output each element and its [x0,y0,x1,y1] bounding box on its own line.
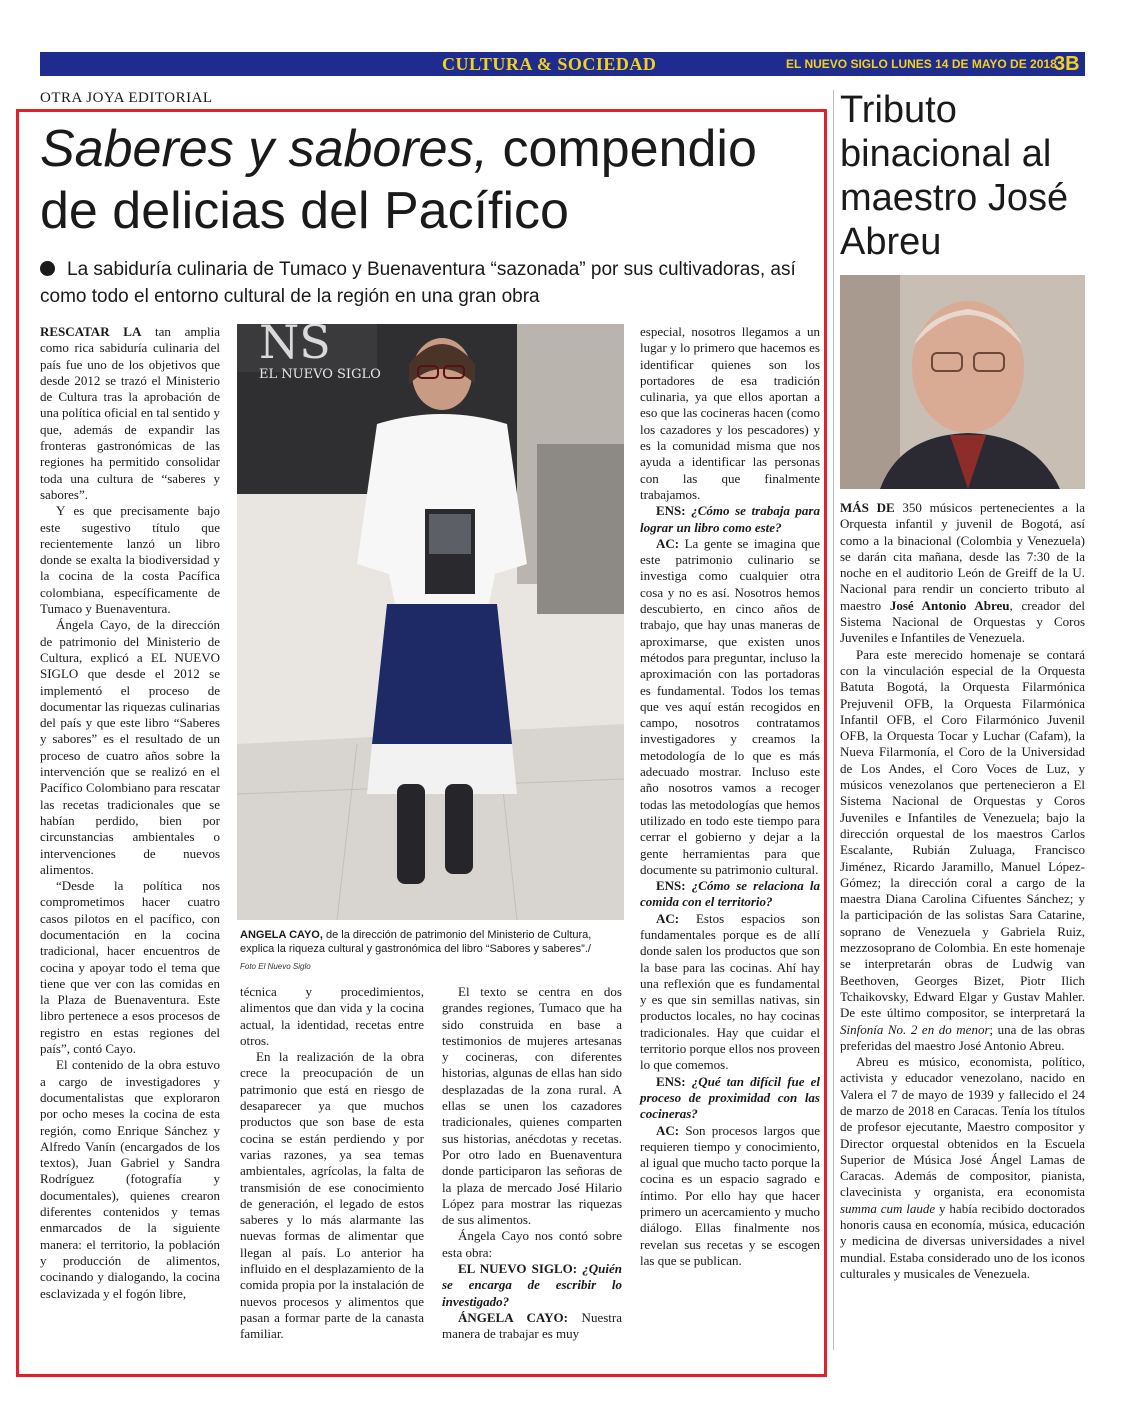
svg-text:NS: NS [259,324,331,369]
headline-rest: compendio de delicias del Pacífico [40,120,757,240]
paragraph: Y es que precisamente bajo este sugestivo título que recientemente lanzó un libro donde se exalta la biodiversidad y la cocina de la costa Pacífica colombiana, específicamente de Tumaco y Buenaventura. [40,503,220,617]
answer-text: Estos espacios son fundamentales porque es de allí donde salen los productos que son la base para las cocinas. Ahí hay una reflexión que es fundamental y es que sin semillas nativas, sin productos locales, no hay cocinas tradicionales. Hay que cuidar el territorio porque ellos nos proveen lo que comemos. [640,910,820,1073]
article-kicker: OTRA JOYA EDITORIAL [40,90,213,106]
question-label: EL NUEVO SIGLO: [458,1261,578,1277]
paragraph: El texto se centra en dos grandes regiones, Tumaco que ha sido construida en base a testimonios de mujeres artesanas y cocineras, con diferentes historias, algunas de ellas han sido desplazadas de la zona rural. A ellas se unen los cazadores tradicionales, quienes comparten sus historias, anécdotas y recetas. Por otro lado en Buenaventura donde participaron las señoras de la plaza de mercado José Hilario López para mostrar las riquezas de sus alimentos. [442,984,622,1228]
paragraph-text: Para este merecido homenaje se contará con la vinculación especial de la Orquesta Batuta Bogotá, la Orquesta Filarmónica Prejuvenil OFB, la Orquesta Filarmónica Infantil OFB, el Coro Filarmónico Juvenil OFB, la Orquesta Tocar y Luchar (Cafam), la Nueva Filarmonía, el Coro de la Universidad de Los Andes, el Coro Voces de Luz, y músicos venezolanos que pertenecieron a El Sistema Nacional de Orquestas y Coros Juveniles e Infantiles de Venezuela; bajo la dirección orquestal de los maestros Carlos Escalante, Rubián Zuluaga, Francisco Jiménez, Ricardo Jaramillo, Manuel López-Gómez; la dirección coral a cargo de la maestra Diana Carolina Cifuentes Sánchez; y la participación de las solistas Sara Catarine, soprano de Venezuela y Gabriela Ruiz, mezzosoprano de Colombia. En este homenaje se interpretarán obras de Ludwig van Beethoven, Georges Bizet, Piotr Ilich Tchaikovsky, Edward Elgar y Gustav Mahler. De este último compositor, se interpretará la [840,646,1085,1021]
paragraph: técnica y procedimientos, alimentos que dan vida y la cocina actual, la identidad, recetas entre otros. [240,984,424,1048]
photo-sign-text: EL NUEVO SIGLO [259,367,381,382]
paragraph-text: Abreu es músico, economista, político, activista y educador venezolano, nacido en Valera el 7 de mayo de 1939 y fallecido el 24 de marzo de 2018 en Caracas. Tenía los títulos de profesor ejecutante, Maestro compositor y Director orquestal obtenidos en la Escuela Superior de Música José Ángel Lamas de Caracas. Además de compositor, pianista, clavecinista y organista, era economista [840,1054,1085,1200]
latin-phrase: summa cum laude [840,1200,936,1216]
headline-italic: Saberes y sabores, [40,120,489,178]
sidebar-headline: Tributo binacional al maestro José Abreu [840,89,1069,263]
answer-label: AC: [656,535,680,551]
paragraph: Ángela Cayo, de la dirección de patrimonio del Ministerio de Cultura, explicó a EL NUEVO SIGLO que desde el 2012 se implementó el proceso de documentar las riquezas culinarias del país y que este libro “Saberes y sabores” es el resultado de un proceso de cuatro años sobre la intervención que se realizó en el Pacífico Colombiano para rescatar las recetas tradicionales que se habían perdido, bien por circunstancias ambientales o intervenciones de nuevos alimentos. [40,617,220,877]
paragraph-text: ; una de las obras preferidas del maestro José Antonio Abreu. [840,1021,1085,1053]
paragraph: En la realización de la obra crece la preocupación de un patrimonio que está en riesgo de desaparecer ya que muchos productos que son base de esta cocina se están perdiendo y por varias razones, ya sea temas ambientales, agrícolas, la falta de transmisión de ese conocimiento de generación, el legado de estos saberes y lo más alarmante las nuevas formas de alimentar que llegan al país. Lo anterior ha influido en el desplazamiento de la comida propia por la instalación de nuevos procesos y alimentos que pasan a formar parte de la canasta familiar. [240,1049,424,1342]
caption-name: ANGELA CAYO, [240,929,323,941]
answer-text: Nuestra manera de trabajar es muy [442,1309,622,1342]
question-text: ¿Quién se encarga de escribir lo investigado? [442,1261,623,1309]
question-text: ¿Qué tan difícil fue el proceso de proximidad con las cocineras? [640,1073,820,1122]
page-number: 3B [1054,53,1080,75]
answer-label: AC: [656,910,680,926]
paragraph [840,1054,1085,1282]
section-label: CULTURA & SOCIEDAD [442,54,657,74]
paragraph-text: tan amplia como rica sabiduría culinaria del país fue uno de los objetivos que desde 2012 se trazó el Ministerio de Cultura tras la aprobación de una política oficial en tal sentido y que, además de expandir las fronteras gastronómicas de las regiones ha permitido consolidar toda una cultura de “saberes y sabores”. [40,324,220,502]
question-text: ¿Cómo se relaciona la comida con el territorio? [640,878,820,910]
answer-label: ÁNGELA CAYO: [458,1309,568,1325]
sidebar-photo [840,275,1085,489]
deck-text: La sabiduría culinaria de Tumaco y Buenaventura “sazonada” por sus cultivadoras, así como todo el entorno cultural de la región en una gran obra [40,259,796,307]
photo-credit: Foto El Nuevo Siglo [240,962,311,971]
question-label: ENS: [656,878,686,894]
sidebar-article [840,500,1085,1282]
person-name: José Antonio Abreu [889,597,1010,613]
lead-in: MÁS DE [840,500,895,515]
paragraph: Ángela Cayo nos contó sobre esta obra: [442,1228,622,1260]
question-label: ENS: [656,1073,686,1089]
column-divider [833,90,834,1350]
answer-text: La gente se imagina que este patrimonio culinario se investiga como cualquier otra cosa y no es así. Nosotros hemos descubierto, en cinco años de trabajo, que hay unas maneras de aproximarse, que existen unos métodos para preguntar, incluso la aproximación con las portadoras es fundamental. Todos los temas que ves aquí están recogidos en campo, nosotros contratamos investigadores y creamos la metodología de lo que es más adecuado mostrar. Incluso este año nosotros vamos a recoger todas las metodologías que hemos utilizado en todo este tiempo para cerrar el gobierno y dejar a la gente herramientas para que documente su patrimonio cultural. [640,535,820,877]
paragraph-text: 350 músicos pertenecientes a la Orquesta infantil y juvenil de Bogotá, así como a la binacional (Colombia y Venezuela) se darán cita mañana, desde las 7:30 de la noche en el auditorio León de Greiff de la U. Nacional para rendir un concierto tributo al maestro [840,500,1085,613]
portrait-illustration [840,275,1085,489]
paragraph: “Desde la política nos comprometimos hacer cuatro casos pilotos en el pacífico, con documentación en la cocina tradicional, hacer encuentros de cocina y apoyar todo el tema que tiene que ver con las comidas en la Plaza de Buenaventura. Este libro pertenece a esos procesos de registro en estas regiones del país”, contó Cayo. [40,878,220,1057]
answer-text: Son procesos largos que requieren tiempo y conocimiento, al igual que mucho tacto porque la cocina es un espacio sagrado e íntimo. Por ello hay que hacer primero un acercamiento y mucho diálogo. Ellas finalmente nos revelan sus recetas y se escogen las que se publican. [640,1122,820,1268]
work-title: Sinfonía No. 2 en do menor [840,1021,990,1037]
paragraph [840,647,1085,1054]
paragraph: especial, nosotros llegamos a un lugar y lo primero que hacemos es identificar quienes son los portadores de esa tradición culinaria, ya que ellos aportan a eso que las cocineras hacen (como los cazadores y los pescadores) y es la comunidad misma que nos ayuda a identificar las personas con las que finalmente trabajamos. [640,324,820,502]
caption-text: de la dirección de patrimonio del Ministerio de Cultura, explica la riqueza cultural y gastronómica del libro “Sabores y saberes”./ [240,929,592,955]
answer-label: AC: [656,1122,680,1138]
lead-in: RESCATAR LA [40,324,142,339]
paragraph-text: , creador del Sistema Nacional de Orquestas y Coros Juveniles e Infantiles de Venezuela. [840,597,1086,646]
question-label: ENS: [656,503,686,519]
paragraph-text: y había recibido doctorados honoris causa en economía, música, educación y medicina de diversas universidades a nivel mundial. Estaba considerado uno de los iconos culturales y musicales de Venezuela. [840,1200,1085,1281]
paragraph [840,500,1085,647]
highlight-frame [16,109,827,1377]
paper-date-line: EL NUEVO SIGLO LUNES 14 DE MAYO DE 2018 [786,57,1057,71]
question-text: ¿Cómo se trabaja para lograr un libro como este? [640,503,820,535]
paragraph: El contenido de la obra estuvo a cargo de investigadores y documentalistas que exploraron por ocho meses la cocina de esta región, como Enrique Sánchez y Alfredo Vanín (encargados de los textos), Juan Gabriel y Sandra Rodríguez (fotografía y documentales), quienes crearon diferentes contenidos y temas enmarcados de la siguiente manera: el territorio, la población y producción de alimentos, cocinando y dialogando, la cocina esclavizada y el fogón libre, [40,1057,220,1301]
